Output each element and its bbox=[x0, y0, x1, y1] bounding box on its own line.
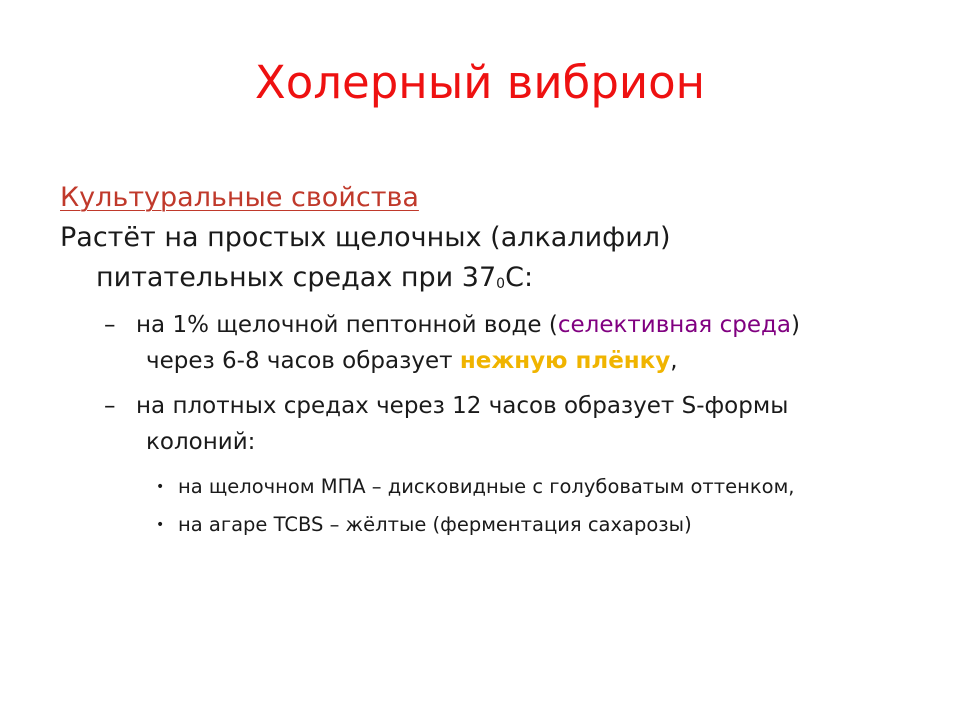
list-item-line-1 bbox=[136, 307, 910, 343]
sub-list-item bbox=[156, 512, 910, 538]
list-item-line-2 bbox=[136, 343, 910, 379]
dash-marker: – bbox=[104, 312, 116, 338]
film-highlight: нежную плёнку bbox=[459, 348, 671, 374]
list-item bbox=[104, 307, 910, 379]
bullet-marker: • bbox=[156, 517, 165, 533]
slide-title: Холерный вибрион bbox=[254, 56, 706, 109]
item-text: , bbox=[670, 348, 678, 374]
sub-list-item-text: на агаре TCBS – жёлтые (ферментация сахарозы) bbox=[178, 513, 692, 536]
list-item-line-2: колоний: bbox=[146, 429, 256, 455]
dash-marker: – bbox=[104, 393, 116, 419]
slide-body bbox=[60, 178, 910, 538]
item-text: на 1% щелочной пептонной воде ( bbox=[136, 312, 558, 338]
sub-list-item bbox=[156, 474, 910, 500]
section-heading: Культуральные свойства bbox=[60, 182, 419, 213]
item-text: ) bbox=[790, 312, 800, 338]
list-item-line-1: на плотных средах через 12 часов образует S-формы bbox=[136, 393, 789, 419]
lead-line-2-unit: С: bbox=[505, 262, 534, 293]
bullet-marker: • bbox=[156, 479, 165, 495]
selective-medium-highlight: селективная среда bbox=[557, 312, 791, 338]
list-item bbox=[104, 388, 910, 460]
sub-list-item-text: на щелочном МПА – дисковидные с голубоватым оттенком, bbox=[178, 475, 795, 498]
lead-line-2 bbox=[96, 262, 533, 293]
lead-paragraph bbox=[60, 218, 910, 298]
lead-line-1: Растёт на простых щелочных (алкалифил) bbox=[60, 222, 671, 253]
temperature-degree: 0 bbox=[496, 276, 506, 292]
item-text: через 6-8 часов образует bbox=[146, 348, 460, 374]
lead-line-2-text: питательных средах при 37 bbox=[96, 262, 497, 293]
